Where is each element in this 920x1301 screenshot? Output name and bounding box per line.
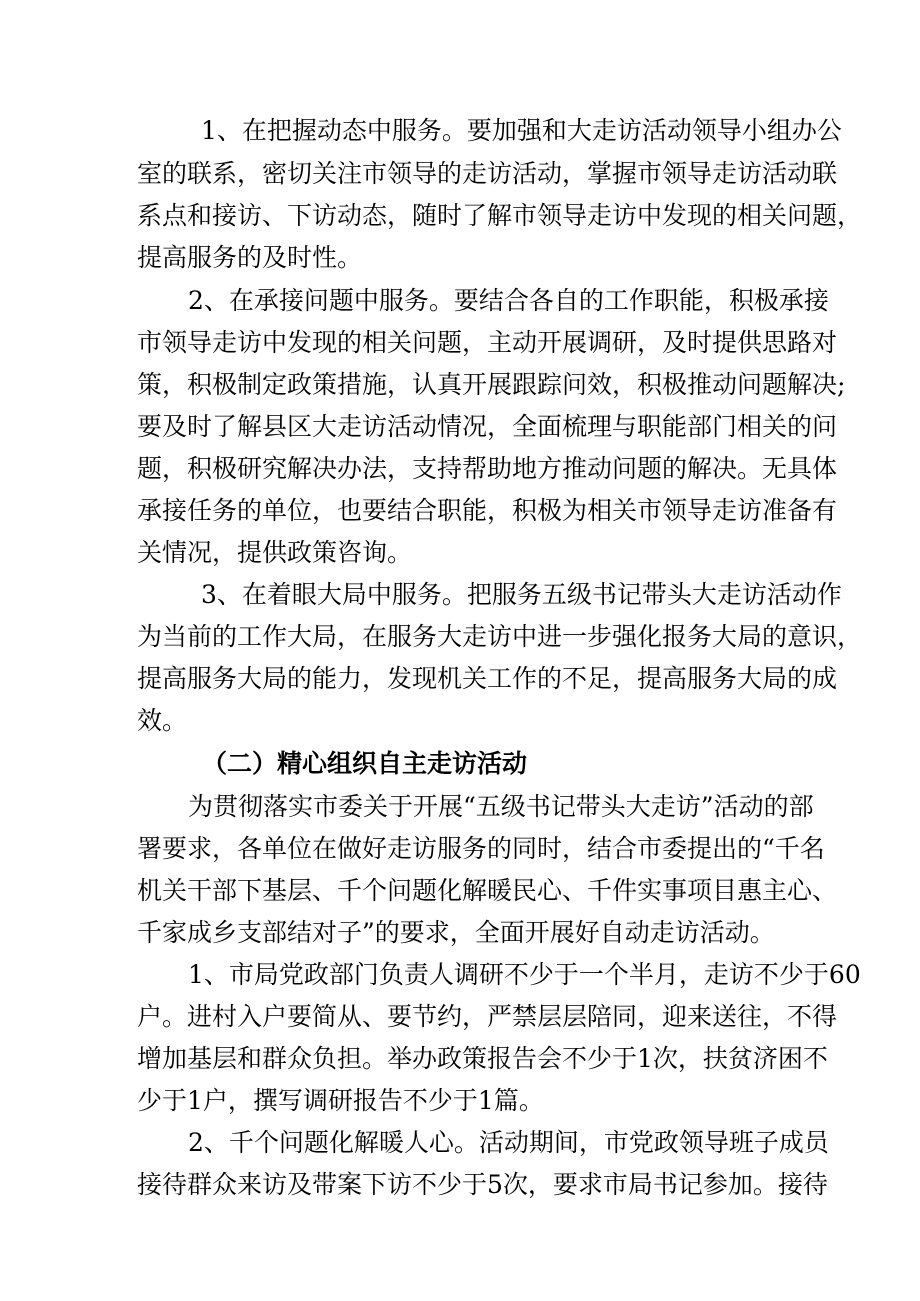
- paragraph-2-line-2: 市领导走访中发现的相关问题，主动开展调研，及时提供思路对: [137, 328, 838, 357]
- paragraph-3-line-3: 提高服务大局的能力，发现机关工作的不足，提高服务大局的成: [137, 664, 838, 693]
- paragraph-5-line-1: 1、市局党政部门负责人调研不少于一个半月，走访不少于60: [188, 960, 861, 989]
- paragraph-1-line-1: 1、在把握动态中服务。要加强和大走访活动领导小组办公: [201, 116, 842, 145]
- paragraph-5-line-3: 增加基层和群众负担。举办政策报告会不少于1次，扶贫济困不: [137, 1044, 828, 1073]
- paragraph-1-line-2: 室的联系，密切关注市领导的走访活动，掌握市领导走访活动联: [137, 159, 838, 188]
- paragraph-3-line-1: 3、在着眼大局中服务。把服务五级书记带头大走访活动作: [201, 580, 842, 609]
- paragraph-2-line-3: 策，积极制定政策措施，认真开展跟踪问效，积极推动问题解决;: [137, 370, 846, 399]
- paragraph-6-line-1: 2、千个问题化解暖人心。活动期间，市党政领导班子成员: [188, 1128, 829, 1157]
- paragraph-5-line-4: 少于1户，撰写调研报告不少于1篇。: [137, 1086, 544, 1115]
- paragraph-6-line-2: 接待群众来访及带案下访不少于5次，要求市局书记参加。接待: [137, 1170, 828, 1199]
- paragraph-2-line-4: 要及时了解县区大走访活动情况，全面梳理与职能部门相关的问: [137, 412, 838, 441]
- paragraph-2-line-5: 题，积极研究解决办法，支持帮助地方推动问题的解决。无具体: [137, 454, 838, 483]
- paragraph-3-line-2: 为当前的工作大局，在服务大走访中进一步强化报务大局的意识，: [137, 622, 863, 651]
- paragraph-4-line-3: 机关干部下基层、千个问题化解暖民心、千件实事项目惠主心、: [137, 876, 838, 905]
- paragraph-5-line-2: 户。进村入户要简从、要节约，严禁层层陪同，迎来送往，不得: [137, 1002, 838, 1031]
- paragraph-2-line-1: 2、在承接问题中服务。要结合各自的工作职能，积极承接: [188, 286, 829, 315]
- paragraph-4-line-4: 千家成乡支部结对子”的要求，全面开展好自动走访活动。: [137, 918, 775, 947]
- paragraph-4-line-1: 为贯彻落实市委关于开展“五级书记带头大走访”活动的部: [188, 792, 814, 821]
- paragraph-2-line-7: 关情况，提供政策咨询。: [137, 538, 413, 567]
- paragraph-3-line-4: 效。: [137, 706, 188, 735]
- paragraph-1-line-4: 提高服务的及时性。: [137, 243, 363, 272]
- paragraph-4-line-2: 署要求，各单位在做好走访服务的同时，结合市委提出的“千名: [137, 834, 825, 863]
- section-heading: （二）精心组织自主走访活动: [202, 749, 528, 778]
- paragraph-2-line-6: 承接任务的单位，也要结合职能，积极为相关市领导走访准备有: [137, 496, 838, 525]
- paragraph-1-line-3: 系点和接访、下访动态，随时了解市领导走访中发现的相关问题，: [137, 201, 863, 230]
